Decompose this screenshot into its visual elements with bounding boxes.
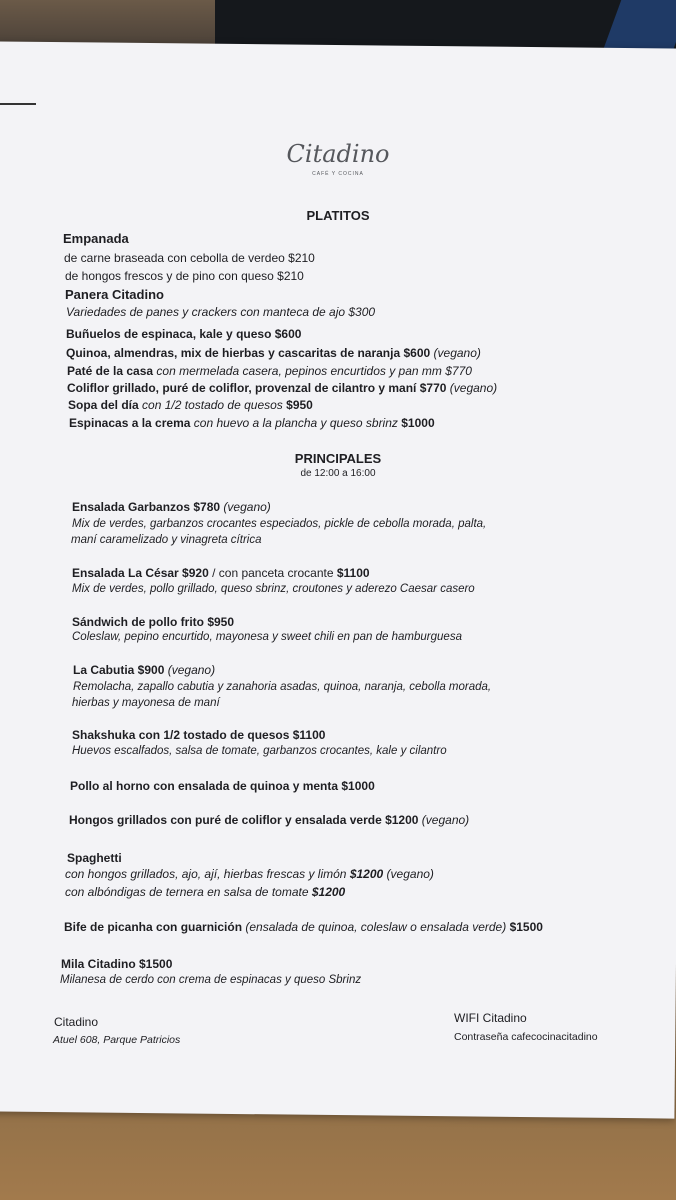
cesar-desc: Mix de verdes, pollo grillado, queso sbrinz, croutones y aderezo Caesar casero [72, 583, 475, 595]
section-title-platitos: PLATITOS [306, 208, 370, 223]
shakshuka-name: Shakshuka con 1/2 tostado de quesos $1100 [72, 728, 326, 742]
empanada-option-2: de hongos frescos y de pino con queso $210 [65, 269, 304, 283]
spaghetti-opt2-text: con albóndigas de ternera en salsa de tomate [65, 885, 309, 899]
quinoa-text: Quinoa, almendras, mix de hierbas y cascaritas de naranja $600 [66, 346, 431, 360]
espinacas-price: $1000 [401, 416, 435, 430]
espinacas-name: Espinacas a la crema [69, 416, 191, 430]
spaghetti-opt1-text: con hongos grillados, ajo, ají, hierbas frescas y limón [65, 867, 347, 881]
garbanzos-note: (vegano) [223, 500, 271, 514]
spaghetti-option-1 [65, 867, 434, 881]
spaghetti-opt2-price: $1200 [311, 885, 346, 899]
cabutia-desc-2: hierbas y mayonesa de maní [72, 697, 220, 709]
mila-name: Mila Citadino $1500 [61, 957, 173, 971]
hongos-item [69, 813, 469, 827]
garbanzos-name: Ensalada Garbanzos $780 [72, 500, 221, 514]
footer-name: Citadino [54, 1015, 99, 1029]
bunuelos-item: Buñuelos de espinaca, kale y queso $600 [66, 327, 302, 341]
spaghetti-opt1-note: (vegano) [386, 867, 434, 881]
footer-wifi: WIFI Citadino [454, 1011, 527, 1025]
footer-address: Atuel 608, Parque Patricios [53, 1034, 181, 1046]
spaghetti-opt1-price: $1200 [349, 867, 384, 881]
bife-name: Bife de picanha con guarnición [64, 920, 243, 934]
empanada-option-1: de carne braseada con cebolla de verdeo $210 [64, 251, 315, 265]
cabutia-name: La Cabutia $900 [73, 663, 165, 677]
principales-hours: de 12:00 a 16:00 [300, 468, 376, 479]
sopa-name: Sopa del día [68, 398, 139, 412]
cesar-extra-price: $1100 [336, 566, 370, 580]
cabutia-note: (vegano) [167, 663, 216, 677]
quinoa-item [66, 346, 481, 360]
sandwich-name: Sándwich de pollo frito $950 [72, 615, 235, 629]
panera-name: Panera Citadino [65, 287, 164, 302]
garbanzos-title [72, 500, 271, 514]
panera-desc: Variedades de panes y crackers con manteca de ajo $300 [66, 305, 376, 319]
pate-name: Paté de la casa [67, 364, 154, 378]
cesar-extra: / con panceta crocante [212, 566, 334, 580]
bife-item [64, 920, 543, 934]
cesar-title [72, 566, 370, 580]
pate-item [67, 364, 472, 378]
spaghetti-option-2 [65, 885, 345, 899]
cesar-name: Ensalada La César $920 [72, 566, 209, 580]
pate-desc: con mermelada casera, pepinos encurtidos y pan mm $770 [156, 364, 472, 378]
quinoa-note: (vegano) [433, 346, 481, 360]
cabutia-desc-1: Remolacha, zapallo cabutia y zanahoria asadas, quinoa, naranja, cebolla morada, [73, 681, 492, 693]
pollo-item: Pollo al horno con ensalada de quinoa y menta $1000 [70, 779, 375, 793]
espinacas-item [69, 416, 435, 430]
empanada-name: Empanada [63, 231, 129, 246]
section-title-principales: PRINCIPALES [294, 451, 382, 466]
sopa-price: $950 [286, 398, 313, 412]
espinacas-desc: con huevo a la plancha y queso sbrinz [193, 416, 398, 430]
cabutia-title [73, 663, 215, 677]
footer-wifi-password: Contraseña cafecocinacitadino [454, 1031, 598, 1043]
coliflor-note: (vegano) [449, 381, 498, 395]
coliflor-item [67, 381, 497, 395]
brand-subtitle: CAFÉ Y COCINA [312, 171, 364, 177]
shakshuka-desc: Huevos escalfados, salsa de tomate, garbanzos crocantes, kale y cilantro [72, 745, 447, 757]
hongos-name: Hongos grillados con puré de coliflor y ensalada verde $1200 [69, 813, 419, 827]
sandwich-desc: Coleslaw, pepino encurtido, mayonesa y sweet chili en pan de hamburguesa [72, 631, 462, 643]
hongos-note: (vegano) [421, 813, 470, 827]
garbanzos-desc-2: maní caramelizado y vinagreta cítrica [71, 534, 262, 546]
sopa-desc: con 1/2 tostado de quesos [142, 398, 283, 412]
spaghetti-name: Spaghetti [67, 851, 122, 865]
coliflor-text: Coliflor grillado, puré de coliflor, provenzal de cilantro y maní $770 [67, 381, 447, 395]
garbanzos-desc-1: Mix de verdes, garbanzos crocantes especiados, pickle de cebolla morada, palta, [72, 518, 487, 530]
bife-price: $1500 [509, 920, 543, 934]
sopa-item [68, 398, 313, 412]
mila-desc: Milanesa de cerdo con crema de espinacas y queso Sbrinz [60, 974, 362, 986]
bife-desc: (ensalada de quinoa, coleslaw o ensalada verde) [245, 920, 507, 934]
brand-logo: Citadino [286, 140, 390, 168]
